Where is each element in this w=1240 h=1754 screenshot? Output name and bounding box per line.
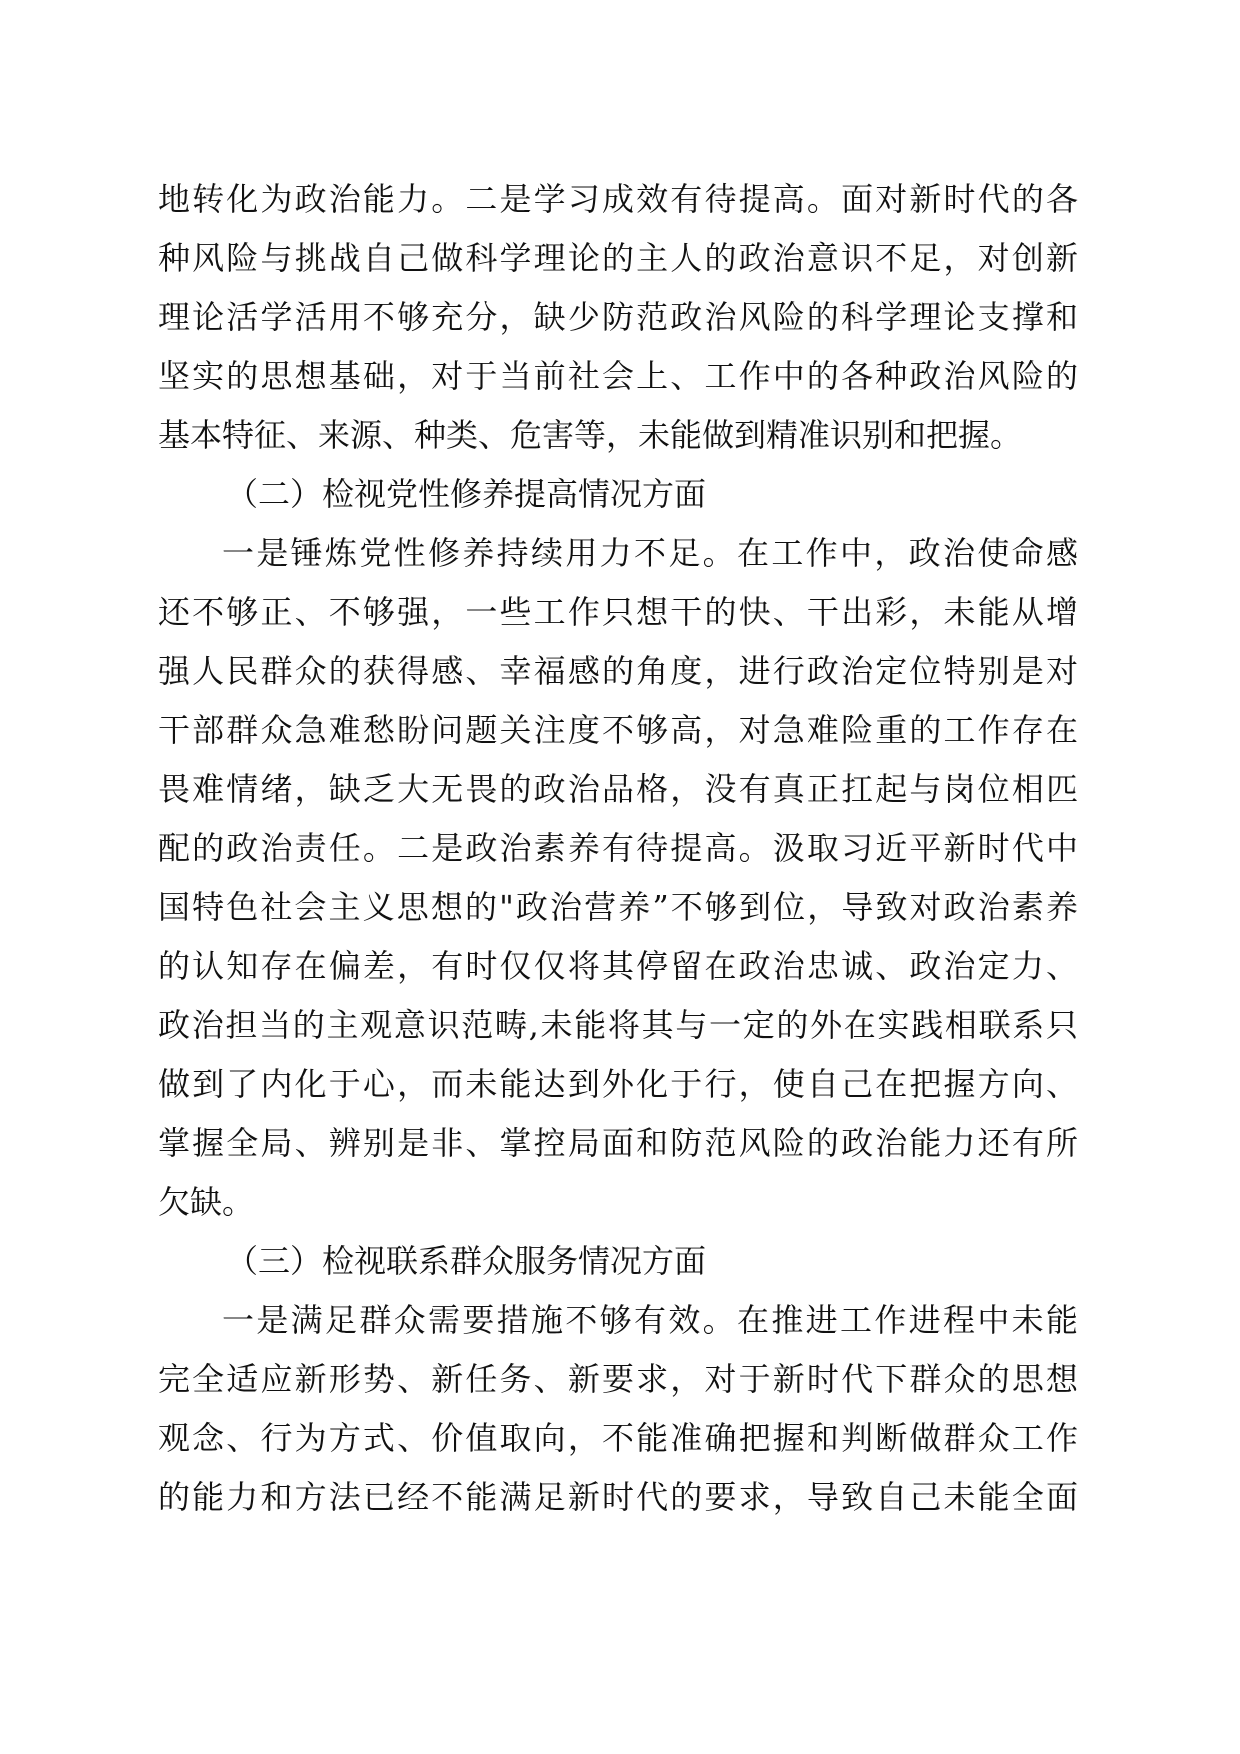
paragraph-1-line: 理论活学活用不够充分，缺少防范政治风险的科学理论支撑和 — [158, 298, 1078, 336]
section-heading-2: （二）检视党性修养提高情况方面 — [226, 475, 707, 513]
paragraph-2-line: 的认知存在偏差，有时仅仅将其停留在政治忠诚、政治定力、 — [158, 947, 1078, 985]
paragraph-2-line: 掌握全局、辨别是非、掌控局面和防范风险的政治能力还有所 — [158, 1124, 1078, 1162]
paragraph-1 — [158, 170, 1078, 465]
paragraph-1-line: 基本特征、来源、种类、危害等，未能做到精准识别和把握。 — [158, 416, 1023, 454]
paragraph-2-line: 配的政治责任。二是政治素养有待提高。汲取习近平新时代中 — [158, 829, 1078, 867]
paragraph-3-line: 观念、行为方式、价值取向，不能准确把握和判断做群众工作 — [158, 1419, 1078, 1457]
paragraph-3-line: 一是满足群众需要措施不够有效。在推进工作进程中未能 — [222, 1301, 1078, 1339]
paragraph-3-line: 的能力和方法已经不能满足新时代的要求，导致自己未能全面 — [158, 1478, 1078, 1516]
paragraph-2-line: 一是锤炼党性修养持续用力不足。在工作中，政治使命感 — [222, 534, 1078, 572]
paragraph-2 — [158, 524, 1078, 1232]
section-heading-3: （三）检视联系群众服务情况方面 — [226, 1242, 707, 1280]
paragraph-1-line: 坚实的思想基础，对于当前社会上、工作中的各种政治风险的 — [158, 357, 1078, 395]
paragraph-2-line: 畏难情绪，缺乏大无畏的政治品格，没有真正扛起与岗位相匹 — [158, 770, 1078, 808]
paragraph-2-line: 欠缺。 — [158, 1183, 255, 1221]
paragraph-2-line: 国特色社会主义思想的"政治营养”不够到位，导致对政治素养 — [158, 888, 1078, 926]
paragraph-2-line: 做到了内化于心，而未能达到外化于行，使自己在把握方向、 — [158, 1065, 1078, 1103]
document-page — [158, 170, 1078, 1527]
paragraph-2-line: 政治担当的主观意识范畴,未能将其与一定的外在实践相联系只 — [158, 1006, 1078, 1044]
paragraph-3 — [158, 1291, 1078, 1527]
paragraph-2-line: 强人民群众的获得感、幸福感的角度，进行政治定位特别是对 — [158, 652, 1078, 690]
paragraph-1-line: 地转化为政治能力。二是学习成效有待提高。面对新时代的各 — [158, 180, 1078, 218]
paragraph-2-line: 干部群众急难愁盼问题关注度不够高，对急难险重的工作存在 — [158, 711, 1078, 749]
paragraph-1-line: 种风险与挑战自己做科学理论的主人的政治意识不足，对创新 — [158, 239, 1078, 277]
paragraph-2-line: 还不够正、不够强，一些工作只想干的快、干出彩，未能从增 — [158, 593, 1078, 631]
paragraph-3-line: 完全适应新形势、新任务、新要求，对于新时代下群众的思想 — [158, 1360, 1078, 1398]
